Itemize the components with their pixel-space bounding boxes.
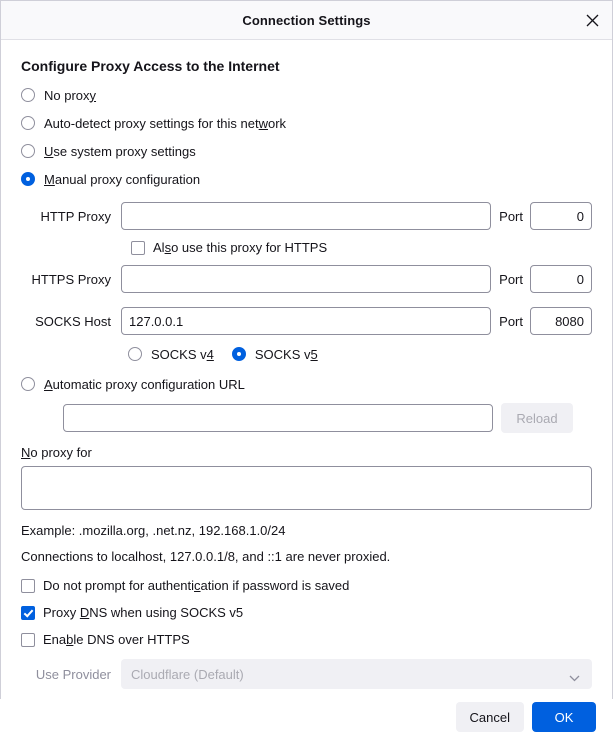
cancel-button[interactable]: Cancel	[456, 702, 524, 732]
http-proxy-label: HTTP Proxy	[40, 208, 111, 224]
https-proxy-input[interactable]	[121, 265, 491, 293]
radio-indicator-socks-v4	[128, 347, 142, 361]
radio-label-socks-v5: SOCKS v5	[254, 346, 318, 362]
radio-label-no-proxy: No proxy	[44, 87, 97, 103]
https-proxy-row	[21, 265, 592, 293]
no-proxy-for-label: No proxy for	[21, 445, 92, 460]
no-proxy-example: Example: .mozilla.org, .net.nz, 192.168.1.0/24	[21, 523, 286, 538]
provider-row	[21, 659, 592, 689]
auto-config-url-input[interactable]	[63, 404, 493, 432]
checkbox-also-use-https	[131, 241, 145, 255]
socks-port-label: Port	[499, 313, 523, 329]
ok-button[interactable]: OK	[532, 702, 596, 732]
http-port-input[interactable]	[530, 202, 592, 230]
socks-host-input[interactable]	[121, 307, 491, 335]
socks-port-input[interactable]	[530, 307, 592, 335]
radio-indicator-auto-detect	[21, 116, 35, 130]
http-proxy-input[interactable]	[121, 202, 491, 230]
https-port-label: Port	[499, 271, 523, 287]
radio-no-proxy[interactable]	[21, 86, 592, 104]
radio-indicator-manual-proxy	[21, 172, 35, 186]
dialog-titlebar	[1, 1, 612, 40]
chevron-down-icon	[569, 670, 580, 685]
radio-indicator-socks-v5	[232, 347, 246, 361]
radio-system-proxy[interactable]	[21, 142, 592, 160]
socks-host-row	[21, 307, 592, 335]
radio-label-system-proxy: Use system proxy settings	[44, 143, 196, 159]
provider-label: Use Provider	[35, 666, 111, 682]
provider-select[interactable]	[121, 659, 592, 689]
label-proxy-dns-socks5: Proxy DNS when using SOCKS v5	[43, 605, 244, 620]
checkbox-row-proxy-dns-socks5[interactable]	[21, 605, 592, 620]
also-use-https-row[interactable]	[131, 240, 592, 255]
http-port-label: Port	[499, 208, 523, 224]
label-enable-doh: Enable DNS over HTTPS	[43, 632, 190, 647]
provider-selected-value: Cloudflare (Default)	[131, 666, 244, 682]
checkbox-row-enable-doh[interactable]	[21, 632, 592, 647]
checkbox-proxy-dns-socks5	[21, 606, 35, 620]
dialog-content	[1, 40, 612, 689]
https-port-input[interactable]	[530, 265, 592, 293]
http-proxy-row	[21, 202, 592, 230]
label-also-use-https: Also use this proxy for HTTPS	[153, 240, 328, 255]
radio-auto-config-url[interactable]	[21, 375, 592, 393]
radio-label-auto-config-url: Automatic proxy configuration URL	[44, 376, 245, 392]
radio-indicator-no-proxy	[21, 88, 35, 102]
checkbox-enable-doh	[21, 633, 35, 647]
radio-auto-detect[interactable]	[21, 114, 592, 132]
radio-label-manual-proxy: Manual proxy configuration	[44, 171, 201, 187]
radio-socks-v4[interactable]	[128, 345, 214, 363]
reload-button[interactable]: Reload	[501, 403, 573, 433]
radio-label-socks-v4: SOCKS v4	[151, 346, 214, 362]
radio-indicator-system-proxy	[21, 144, 35, 158]
auto-config-url-row	[63, 403, 592, 433]
socks-host-label: SOCKS Host	[35, 313, 111, 329]
label-no-prompt-auth: Do not prompt for authentication if password is saved	[43, 578, 350, 593]
https-proxy-label: HTTPS Proxy	[31, 271, 111, 287]
radio-manual-proxy[interactable]	[21, 170, 592, 188]
radio-socks-v5[interactable]	[232, 345, 318, 363]
checkbox-no-prompt-auth	[21, 579, 35, 593]
section-heading: Configure Proxy Access to the Internet	[21, 58, 280, 74]
dialog-title: Connection Settings	[242, 12, 371, 28]
options-group	[21, 578, 592, 647]
close-icon[interactable]	[580, 8, 604, 32]
radio-label-auto-detect: Auto-detect proxy settings for this network	[44, 115, 287, 131]
dialog-footer	[1, 689, 612, 745]
checkbox-row-no-prompt-auth[interactable]	[21, 578, 592, 593]
radio-indicator-auto-config-url	[21, 377, 35, 391]
localhost-note: Connections to localhost, 127.0.0.1/8, and ::1 are never proxied.	[21, 549, 391, 564]
socks-version-group	[21, 345, 592, 363]
no-proxy-for-input[interactable]	[21, 466, 592, 510]
